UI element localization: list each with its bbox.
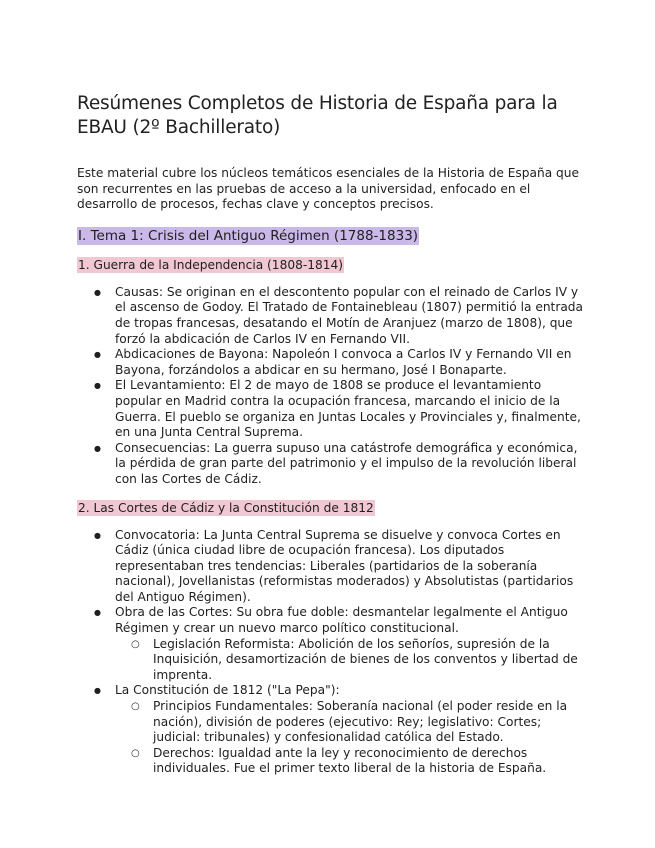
list-item: ● Causas: Se originan en el descontento popular con el reinado de Carlos IV y el ascenso de Godoy. El Tratado de Fontainebleau (1807) permitió la entrada de tropas francesas, desatando el Motín de Aranjuez (marzo de 1808), que forzó la abdicación de Carlos IV en Fernando VII. [77, 285, 583, 347]
list-item-text: Convocatoria: La Junta Central Suprema se disuelve y convoca Cortes en Cádiz (única ciudad libre de ocupación francesa). Los diputados representaban tres tendencias: Liberales (partidarios de la soberanía nacional), Jovellanistas (reformistas moderados) y Absolutistas (partidarios del Antiguo Régimen). [115, 527, 574, 604]
section-heading-text: I. Tema 1: Crisis del Antiguo Régimen (1788-1833) [78, 227, 419, 244]
subsection-heading-1 [77, 257, 583, 273]
section-heading [77, 227, 583, 245]
subsection-heading-1-text: 1. Guerra de la Independencia (1808-1814) [78, 257, 343, 272]
subsection-heading-2-text: 2. Las Cortes de Cádiz y la Constitución de 1812 [78, 500, 374, 515]
nested-list [115, 699, 583, 777]
subsection-heading-2 [77, 500, 583, 516]
intro-paragraph: Este material cubre los núcleos temáticos esenciales de la Historia de España que son recurrentes en las pruebas de acceso a la universidad, enfocado en el desarrollo de procesos, fechas clave y conceptos precisos. [77, 166, 579, 212]
document-title: Resúmenes Completos de Historia de España para la EBAU (2º Bachillerato) [77, 93, 558, 138]
nested-list [115, 637, 583, 684]
list-item-text: La Constitución de 1812 ("La Pepa"): [115, 683, 340, 698]
subsection-2-list [77, 528, 583, 778]
list-item [77, 528, 583, 606]
subsection-1-list [77, 285, 583, 488]
document-page [77, 92, 583, 777]
nested-list-item: ○ Principios Fundamentales: Soberanía nacional (el poder reside en la nación), división de poderes (ejecutivo: Rey; legislativo: Cortes; judicial: tribunales) y confesionalidad católica del Estado. [115, 699, 583, 746]
list-item: ● El Levantamiento: El 2 de mayo de 1808 se produce el levantamiento popular en Madrid contra la ocupación francesa, marcando el inicio de la Guerra. El pueblo se organiza en Juntas Locales y Provinciales y, finalmente, en una Junta Central Suprema. [77, 378, 583, 440]
list-item-text: Obra de las Cortes: Su obra fue doble: desmantelar legalmente el Antiguo Régimen y crear un nuevo marco político constitucional. [115, 605, 568, 636]
nested-list-item: ○ Legislación Reformista: Abolición de los señoríos, supresión de la Inquisición, desamortización de bienes de los conventos y libertad de imprenta. [115, 637, 583, 684]
list-item [77, 605, 583, 683]
list-item: ● Abdicaciones de Bayona: Napoleón I convoca a Carlos IV y Fernando VII en Bayona, forzándolos a abdicar en su hermano, José I Bonaparte. [77, 347, 583, 378]
list-item: ● Consecuencias: La guerra supuso una catástrofe demográfica y económica, la pérdida de gran parte del patrimonio y el impulso de la revolución liberal con las Cortes de Cádiz. [77, 441, 583, 488]
list-item [77, 683, 583, 777]
nested-list-item: ○ Derechos: Igualdad ante la ley y reconocimiento de derechos individuales. Fue el primer texto liberal de la historia de España. [115, 746, 583, 777]
